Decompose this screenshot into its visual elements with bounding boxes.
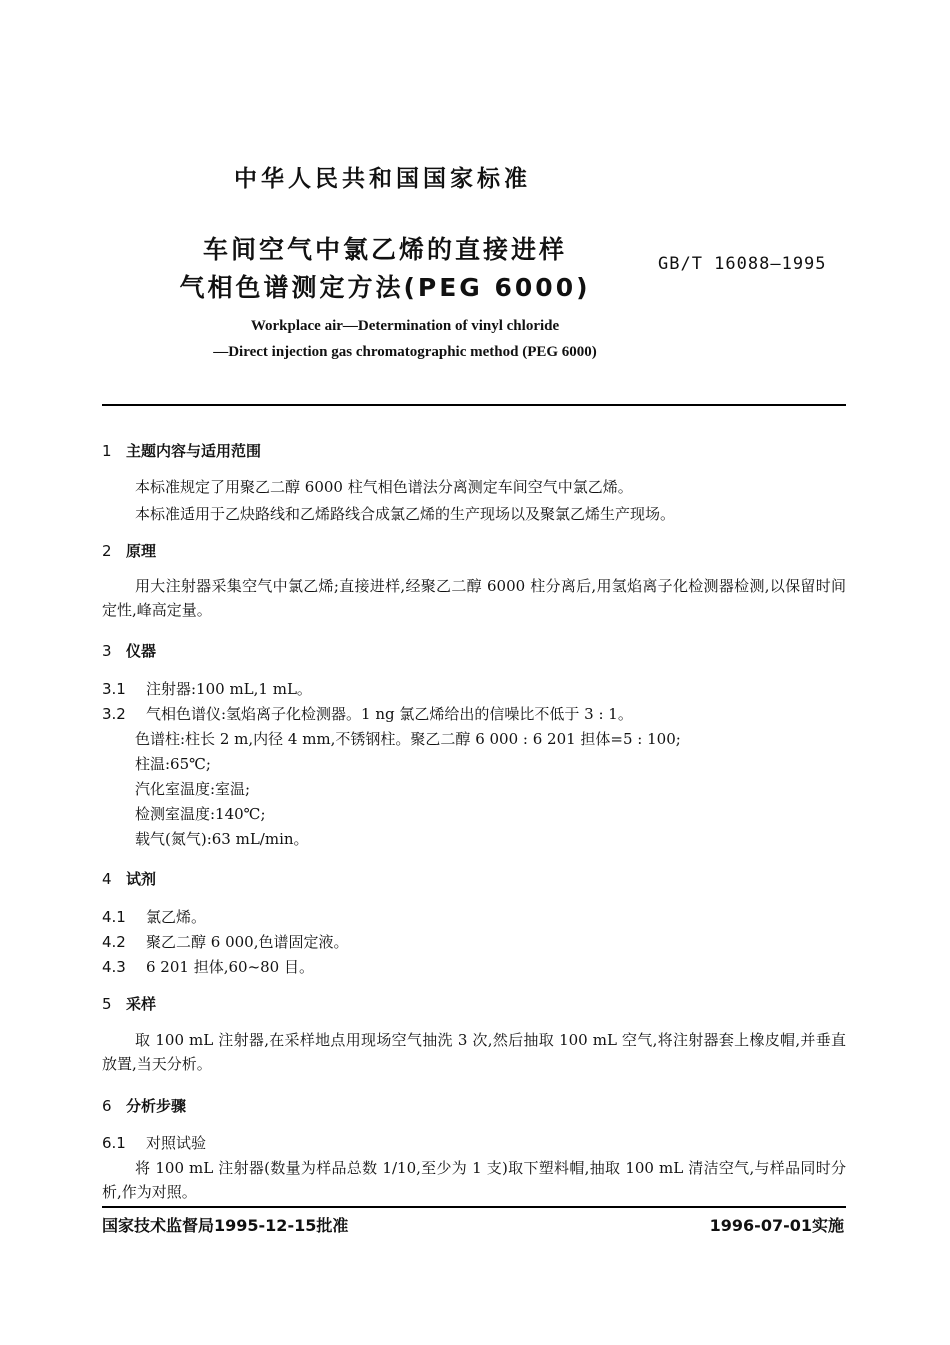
national-standard-heading: 中华人民共和国国家标准: [234, 166, 531, 192]
item-6-1: [102, 1132, 206, 1153]
section-5-heading: [102, 993, 156, 1014]
section-1-title: 主题内容与适用范围: [126, 442, 262, 460]
section-2-heading: [102, 540, 156, 561]
item-6-1-number: 6.1: [102, 1134, 126, 1152]
section-6-para-1: 将 100 mL 注射器(数量为样品总数 1/10,至少为 1 支)取下塑料帽,抽取 100 mL 清洁空气,与样品同时分析,作为对照。: [102, 1159, 846, 1201]
vaporizer-temp: 汽化室温度:室温;: [135, 780, 251, 798]
section-2-para-1: 用大注射器采集空气中氯乙烯;直接进样,经聚乙二醇 6000 柱分离后,用氢焰离子化检测器检测,以保留时间定性,峰高定量。: [102, 577, 846, 619]
section-1-para-1: 本标准规定了用聚乙二醇 6000 柱气相色谱法分离测定车间空气中氯乙烯。: [135, 478, 633, 496]
item-4-1-text: 氯乙烯。: [146, 908, 207, 926]
item-3-2-text: 气相色谱仪:氢焰离子化检测器。1 ng 氯乙烯给出的信噪比不低于 3 : 1。: [146, 705, 633, 723]
column-spec: 色谱柱:柱长 2 m,内径 4 mm,不锈钢柱。聚乙二醇 6 000 : 6 201 担体=5 : 100;: [135, 730, 681, 748]
section-5-number: 5: [102, 995, 112, 1013]
item-4-1-number: 4.1: [102, 908, 126, 926]
section-6-number: 6: [102, 1097, 112, 1115]
section-4-heading: [102, 868, 156, 889]
section-6-heading: [102, 1095, 186, 1116]
section-4-number: 4: [102, 870, 112, 888]
implementation-date: 1996-07-01实施: [709, 1216, 844, 1235]
item-3-2-number: 3.2: [102, 705, 126, 723]
header-divider: [102, 404, 846, 406]
title-en-line-1: Workplace air—Determination of vinyl chloride: [250, 318, 560, 334]
section-1-number: 1: [102, 442, 112, 460]
section-1-para-2: 本标准适用于乙炔路线和乙烯路线合成氯乙烯的生产现场以及聚氯乙烯生产现场。: [135, 505, 676, 523]
section-5-para-1: 取 100 mL 注射器,在采样地点用现场空气抽洗 3 次,然后抽取 100 mL 空气,将注射器套上橡皮帽,并垂直放置,当天分析。: [102, 1031, 846, 1073]
section-3-heading: [102, 640, 156, 661]
section-3-number: 3: [102, 642, 112, 660]
footer-divider: [102, 1206, 846, 1208]
item-4-1: [102, 906, 206, 927]
item-4-3: [102, 956, 314, 977]
standard-number: GB/T 16088—1995: [658, 254, 827, 274]
title-en-line-2: —Direct injection gas chromatographic method (PEG 6000): [213, 344, 597, 360]
item-4-2: [102, 931, 348, 952]
item-4-3-text: 6 201 担体,60~80 目。: [146, 958, 314, 976]
carrier-gas: 载气(氮气):63 mL/min。: [135, 830, 309, 848]
item-4-3-number: 4.3: [102, 958, 126, 976]
detector-temp: 检测室温度:140℃;: [135, 805, 266, 823]
section-6-title: 分析步骤: [126, 1097, 187, 1115]
item-3-1-number: 3.1: [102, 680, 126, 698]
title-zh-line-1: 车间空气中氯乙烯的直接进样: [202, 235, 567, 264]
title-zh-line-2: 气相色谱测定方法(PEG 6000): [179, 273, 591, 302]
section-2-title: 原理: [126, 542, 157, 560]
approval-date: 国家技术监督局1995-12-15批准: [102, 1216, 349, 1235]
item-4-2-text: 聚乙二醇 6 000,色谱固定液。: [146, 933, 349, 951]
item-4-2-number: 4.2: [102, 933, 126, 951]
section-1-heading: [102, 440, 261, 461]
section-3-title: 仪器: [126, 642, 157, 660]
section-2-number: 2: [102, 542, 112, 560]
item-3-2: [102, 703, 633, 724]
section-5-title: 采样: [126, 995, 157, 1013]
column-temp: 柱温:65℃;: [135, 755, 211, 773]
item-3-1-text: 注射器:100 mL,1 mL。: [146, 680, 312, 698]
section-4-title: 试剂: [126, 870, 157, 888]
item-6-1-text: 对照试验: [146, 1134, 207, 1152]
item-3-1: [102, 678, 312, 699]
